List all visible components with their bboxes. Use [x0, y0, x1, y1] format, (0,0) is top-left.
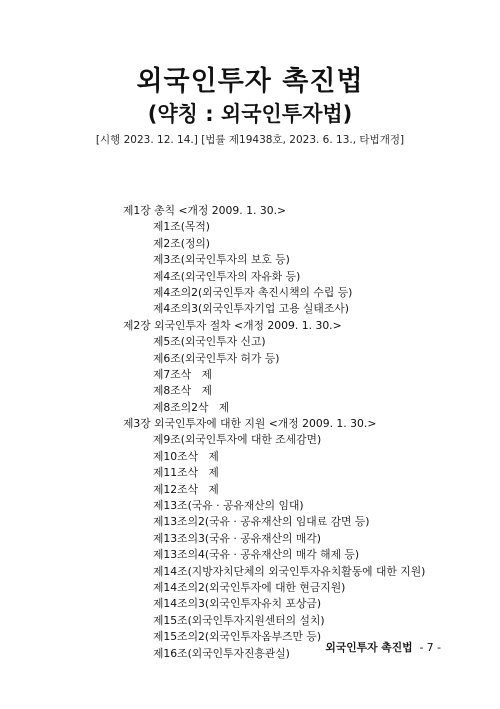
document-title: 외국인투자 촉진법 [136, 66, 364, 97]
toc-article: 제13조의2(국유 · 공유재산의 임대료 감면 등) [153, 515, 370, 529]
toc-article: 제3조(외국인투자의 보호 등) [153, 253, 290, 267]
toc-article: 제14조(지방자치단체의 외국인투자유치활동에 대한 지원) [153, 564, 426, 578]
toc-article: 제6조(외국인투자 허가 등) [153, 351, 280, 365]
toc-article: 제2조(정의) [153, 236, 211, 250]
toc-article: 제14조의2(외국인투자에 대한 현금지원) [153, 580, 346, 594]
toc-article: 제15조의2(외국인투자옴부즈만 등) [153, 630, 322, 644]
enforcement-info: [시행 2023. 12. 14.] [법률 제19438호, 2023. 6. 13., 타법개정] [95, 134, 405, 146]
toc-article: 제1조(목적) [153, 220, 211, 234]
toc-article: 제4조(외국인투자의 자유화 등) [153, 269, 301, 283]
toc-article: 제10조삭 제 [153, 449, 219, 463]
toc-article: 제15조(외국인투자지원센터의 설치) [153, 613, 325, 627]
page-footer [325, 641, 441, 655]
page-number: - 7 - [419, 641, 441, 654]
toc-article: 제9조(외국인투자에 대한 조세감면) [153, 433, 322, 447]
toc-chapter: 제3장 외국인투자에 대한 지원 <개정 2009. 1. 30.> [123, 417, 377, 431]
toc-article: 제14조의3(외국인투자유치 포상금) [153, 597, 322, 611]
table-of-contents [0, 203, 500, 662]
toc-chapter: 제2장 외국인투자 절차 <개정 2009. 1. 30.> [123, 318, 342, 332]
toc-article: 제12조삭 제 [153, 482, 219, 496]
toc-article: 제13조의4(국유 · 공유재산의 매각 해제 등) [153, 548, 360, 562]
toc-article: 제13조의3(국유 · 공유재산의 매각) [153, 531, 321, 545]
toc-article: 제7조삭 제 [153, 367, 212, 381]
toc-article: 제16조(외국인투자진흥관실) [153, 646, 290, 660]
toc-article: 제4조의2(외국인투자 촉진시책의 수립 등) [153, 285, 353, 299]
toc-article: 제11조삭 제 [153, 466, 219, 480]
toc-article: 제5조(외국인투자 신고) [153, 335, 266, 349]
toc-chapter: 제1장 총칙 <개정 2009. 1. 30.> [123, 204, 287, 217]
footer-title: 외국인투자 촉진법 [325, 641, 413, 654]
document-subtitle: (약칭 : 외국인투자법) [147, 102, 353, 126]
toc-article: 제13조(국유 · 공유재산의 임대) [153, 499, 304, 513]
toc-article: 제8조삭 제 [153, 384, 212, 398]
toc-article: 제4조의3(외국인투자기업 고용 실태조사) [153, 302, 349, 316]
toc-article: 제8조의2삭 제 [153, 400, 230, 414]
